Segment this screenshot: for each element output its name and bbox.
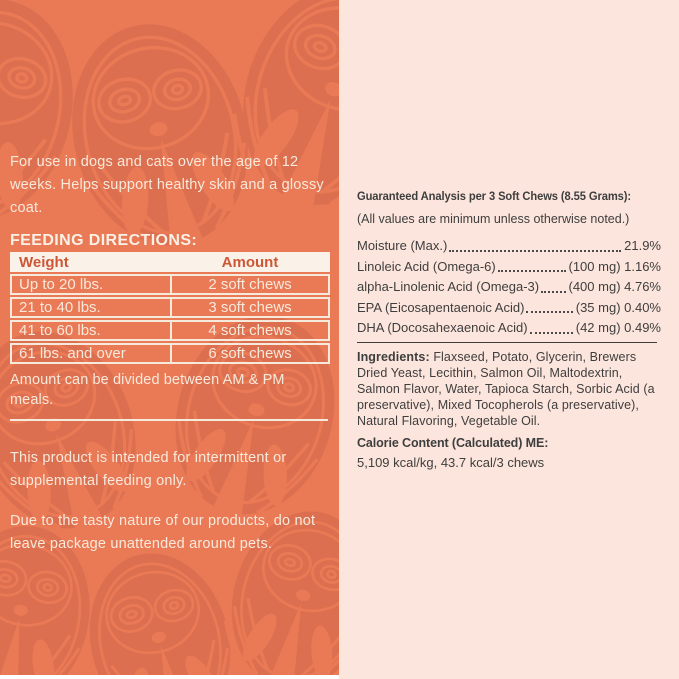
analysis-note: (All values are minimum unless otherwise noted.) [357,212,630,226]
amount-cell: 2 soft chews [170,276,328,293]
analysis-value: (35 mg) 0.40% [575,299,661,315]
analysis-row [357,277,661,298]
table-row [10,343,330,364]
analysis-label: Linoleic Acid (Omega-6) [357,258,496,274]
feeding-table [10,252,330,364]
amount-cell: 4 soft chews [170,322,328,339]
analysis-row [357,236,661,257]
analysis-value: (42 mg) 0.49% [575,320,661,335]
divider [10,419,328,421]
weight-cell: 41 to 60 lbs. [19,322,101,339]
weight-cell: 61 lbs. and over [19,345,126,362]
feeding-table-header [10,252,330,272]
analysis-label: Moisture (Max.) [357,238,448,253]
divider [357,342,657,343]
ingredients-label: Ingredients: [357,349,430,364]
table-row [10,297,330,318]
dot-leader [541,291,565,293]
table-row [10,274,330,295]
amount-cell: 3 soft chews [170,299,328,316]
analysis-label: EPA (Eicosapentaenoic Acid) [357,299,525,315]
analysis-label: alpha-Linolenic Acid (Omega-3) [357,279,540,294]
analysis-row [357,298,661,319]
calorie-content-heading: Calorie Content (Calculated) ME: [357,435,549,450]
ingredients-text [357,349,659,429]
dot-leader [449,250,621,252]
analysis-row [357,257,661,278]
dot-leader [498,270,566,272]
amount-column-header: Amount [221,253,279,271]
intermittent-feeding-text: This product is intended for intermittent or supplemental feeding only. [10,450,287,489]
dot-leader [526,311,572,313]
analysis-list [357,236,661,339]
ingredients-list: Flaxseed, Potato, Glycerin, Brewers Dried Yeast, Lecithin, Salmon Oil, Maltodextrin, Salmon Flavor, Water, Tapioca Starch, Sorbic Acid (a preservative), Mixed Tocopherols (a preservative), Natural Flavoring, Vegetable Oil. [357,349,655,428]
table-row [10,320,330,341]
analysis-row [357,318,661,339]
weight-cell: 21 to 40 lbs. [19,299,101,316]
feeding-directions-heading: FEEDING DIRECTIONS: [10,232,198,249]
weight-cell: Up to 20 lbs. [19,276,104,293]
usage-text: For use in dogs and cats over the age of 12 weeks. Helps support healthy skin and a glossy coat. [10,154,324,216]
bottom-edge-strip [0,675,339,679]
dot-leader [530,332,573,334]
feeding-note: Amount can be divided between AM & PM meals. [10,372,285,408]
package-warning-text: Due to the tasty nature of our products, do not leave package unattended around pets. [10,513,316,552]
calorie-content-value: 5,109 kcal/kg, 43.7 kcal/3 chews [357,454,545,470]
guaranteed-analysis-heading: Guaranteed Analysis per 3 Soft Chews (8.55 Grams): [357,189,632,203]
left-content [0,0,339,556]
analysis-value: (100 mg) 1.16% [568,258,661,274]
amount-cell: 6 soft chews [170,345,328,362]
right-panel [339,0,679,679]
analysis-value: (400 mg) 4.76% [568,279,661,294]
analysis-label: DHA (Docosahexaenoic Acid) [357,320,528,335]
left-panel [0,0,339,679]
weight-column-header: Weight [19,253,69,271]
analysis-value: 21.9% [624,238,661,253]
